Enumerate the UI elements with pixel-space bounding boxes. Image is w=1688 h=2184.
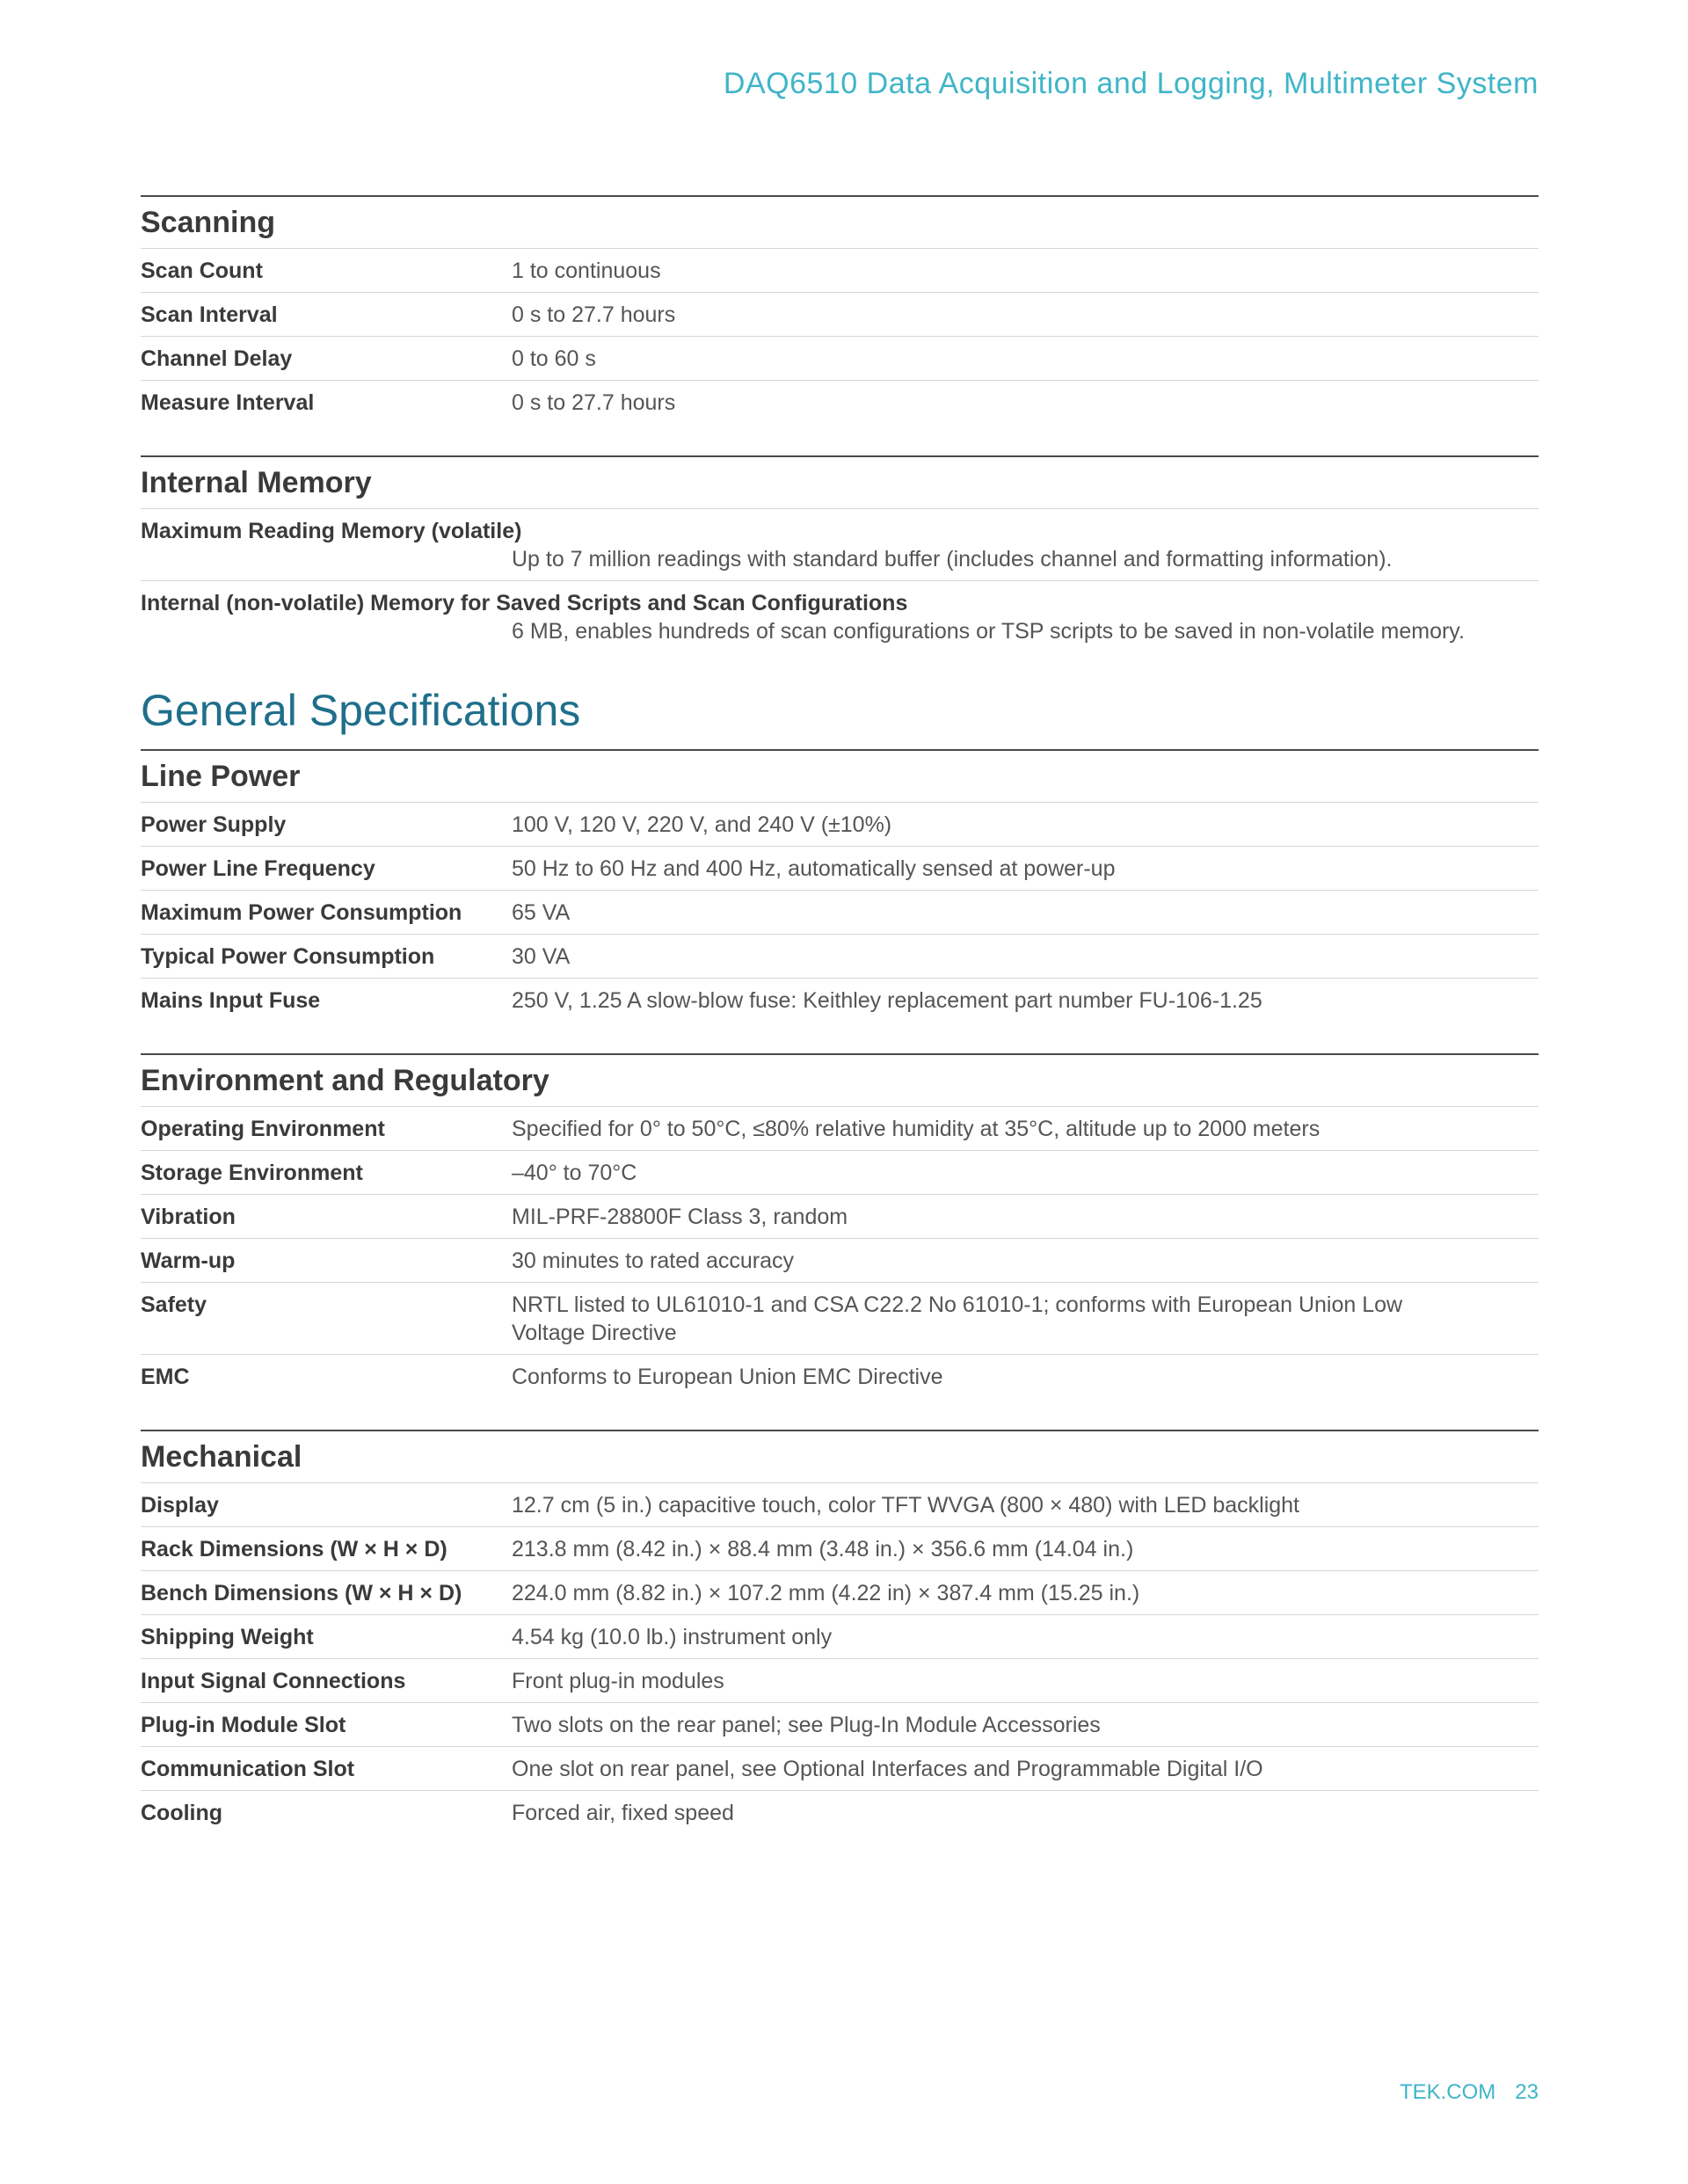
spec-value: 224.0 mm (8.82 in.) × 107.2 mm (4.22 in) × 387.4 mm (15.25 in.) (512, 1581, 1140, 1605)
spec-value: NRTL listed to UL61010-1 and CSA C22.2 No 61010-1; conforms with European Union Low Voltage Directive (512, 1292, 1403, 1345)
section-title: Scanning (141, 197, 1539, 249)
spec-label: Maximum Reading Memory (volatile) (141, 519, 522, 543)
spec-label: Storage Environment (141, 1161, 363, 1185)
spec-label: Channel Delay (141, 346, 293, 371)
spec-value: –40° to 70°C (512, 1161, 637, 1185)
general-specifications-heading: General Specifications (141, 686, 581, 735)
spec-row (141, 381, 1539, 424)
line-power-section (141, 749, 1539, 1022)
section-title: Mechanical (141, 1431, 1539, 1483)
spec-row (141, 1107, 1539, 1151)
spec-label: Typical Power Consumption (141, 944, 435, 969)
spec-value: 12.7 cm (5 in.) capacitive touch, color TFT WVGA (800 × 480) with LED backlight (512, 1493, 1299, 1518)
spec-row (141, 979, 1539, 1022)
spec-row (141, 1483, 1539, 1527)
spec-row (141, 847, 1539, 891)
spec-label: Maximum Power Consumption (141, 900, 462, 925)
spec-value: Up to 7 million readings with standard buffer (includes channel and formatting information). (512, 547, 1393, 571)
spec-label: Display (141, 1493, 219, 1518)
page-footer (1400, 2080, 1539, 2105)
spec-value: 4.54 kg (10.0 lb.) instrument only (512, 1625, 833, 1649)
spec-label: Rack Dimensions (W × H × D) (141, 1537, 447, 1562)
spec-row (141, 1195, 1539, 1239)
spec-value: 65 VA (512, 900, 571, 925)
spec-row (141, 1747, 1539, 1791)
spec-row (141, 293, 1539, 337)
spec-label: Input Signal Connections (141, 1669, 406, 1693)
spec-value: Conforms to European Union EMC Directive (512, 1365, 943, 1389)
spec-value: 50 Hz to 60 Hz and 400 Hz, automatically sensed at power-up (512, 856, 1116, 881)
spec-value: MIL-PRF-28800F Class 3, random (512, 1205, 848, 1229)
spec-value: Specified for 0° to 50°C, ≤80% relative humidity at 35°C, altitude up to 2000 meters (512, 1117, 1321, 1141)
spec-value: Forced air, fixed speed (512, 1801, 734, 1825)
spec-label: Measure Interval (141, 390, 315, 415)
spec-value: Front plug-in modules (512, 1669, 724, 1693)
spec-row (141, 803, 1539, 847)
spec-value: 0 s to 27.7 hours (512, 390, 676, 415)
environment-section (141, 1053, 1539, 1398)
spec-label: Plug-in Module Slot (141, 1713, 346, 1737)
spec-row (141, 1355, 1539, 1398)
spec-label: Safety (141, 1292, 207, 1317)
spec-value: 30 VA (512, 944, 571, 969)
spec-value: 6 MB, enables hundreds of scan configurations or TSP scripts to be saved in non-volatile memory. (512, 619, 1465, 644)
page-number: 23 (1515, 2080, 1539, 2104)
spec-row (141, 1283, 1539, 1355)
spec-label: Scan Interval (141, 302, 278, 327)
spec-label: Scan Count (141, 258, 263, 283)
spec-label: Power Line Frequency (141, 856, 375, 881)
spec-label: EMC (141, 1365, 190, 1389)
spec-value: One slot on rear panel, see Optional Interfaces and Programmable Digital I/O (512, 1757, 1263, 1781)
spec-label: Cooling (141, 1801, 223, 1825)
spec-label: Warm-up (141, 1249, 236, 1273)
spec-label: Vibration (141, 1205, 236, 1229)
spec-row (141, 1615, 1539, 1659)
section-title: Environment and Regulatory (141, 1055, 1539, 1107)
spec-value: 1 to continuous (512, 258, 661, 283)
spec-row (141, 337, 1539, 381)
spec-row (141, 891, 1539, 935)
internal-memory-section (141, 455, 1539, 652)
spec-row (141, 1151, 1539, 1195)
spec-row (141, 935, 1539, 979)
spec-label: Mains Input Fuse (141, 988, 321, 1013)
spec-value: Two slots on the rear panel; see Plug-In Module Accessories (512, 1713, 1101, 1737)
spec-row (141, 249, 1539, 293)
spec-row (141, 1571, 1539, 1615)
footer-site-link[interactable]: TEK.COM (1399, 2080, 1496, 2104)
mechanical-section (141, 1430, 1539, 1834)
section-title: Internal Memory (141, 457, 1539, 509)
page-header-title: DAQ6510 Data Acquisition and Logging, Multimeter System (723, 67, 1539, 100)
spec-label: Shipping Weight (141, 1625, 314, 1649)
spec-row (141, 1239, 1539, 1283)
spec-label: Bench Dimensions (W × H × D) (141, 1581, 462, 1605)
spec-row (141, 581, 1539, 652)
spec-value: 0 s to 27.7 hours (512, 302, 676, 327)
spec-label: Internal (non-volatile) Memory for Saved Scripts and Scan Configurations (141, 591, 908, 615)
spec-value: 100 V, 120 V, 220 V, and 240 V (±10%) (512, 812, 892, 837)
section-title: Line Power (141, 751, 1539, 803)
spec-value: 250 V, 1.25 A slow-blow fuse: Keithley replacement part number FU-106-1.25 (512, 988, 1262, 1013)
spec-row (141, 1659, 1539, 1703)
spec-row (141, 509, 1539, 581)
scanning-section (141, 195, 1539, 424)
spec-label: Operating Environment (141, 1117, 385, 1141)
spec-value: 213.8 mm (8.42 in.) × 88.4 mm (3.48 in.) × 356.6 mm (14.04 in.) (512, 1537, 1134, 1562)
spec-label: Communication Slot (141, 1757, 355, 1781)
spec-row (141, 1527, 1539, 1571)
spec-content (141, 195, 1539, 1866)
spec-label: Power Supply (141, 812, 287, 837)
spec-row (141, 1703, 1539, 1747)
spec-value: 0 to 60 s (512, 346, 596, 371)
spec-row (141, 1791, 1539, 1834)
spec-value: 30 minutes to rated accuracy (512, 1249, 794, 1273)
